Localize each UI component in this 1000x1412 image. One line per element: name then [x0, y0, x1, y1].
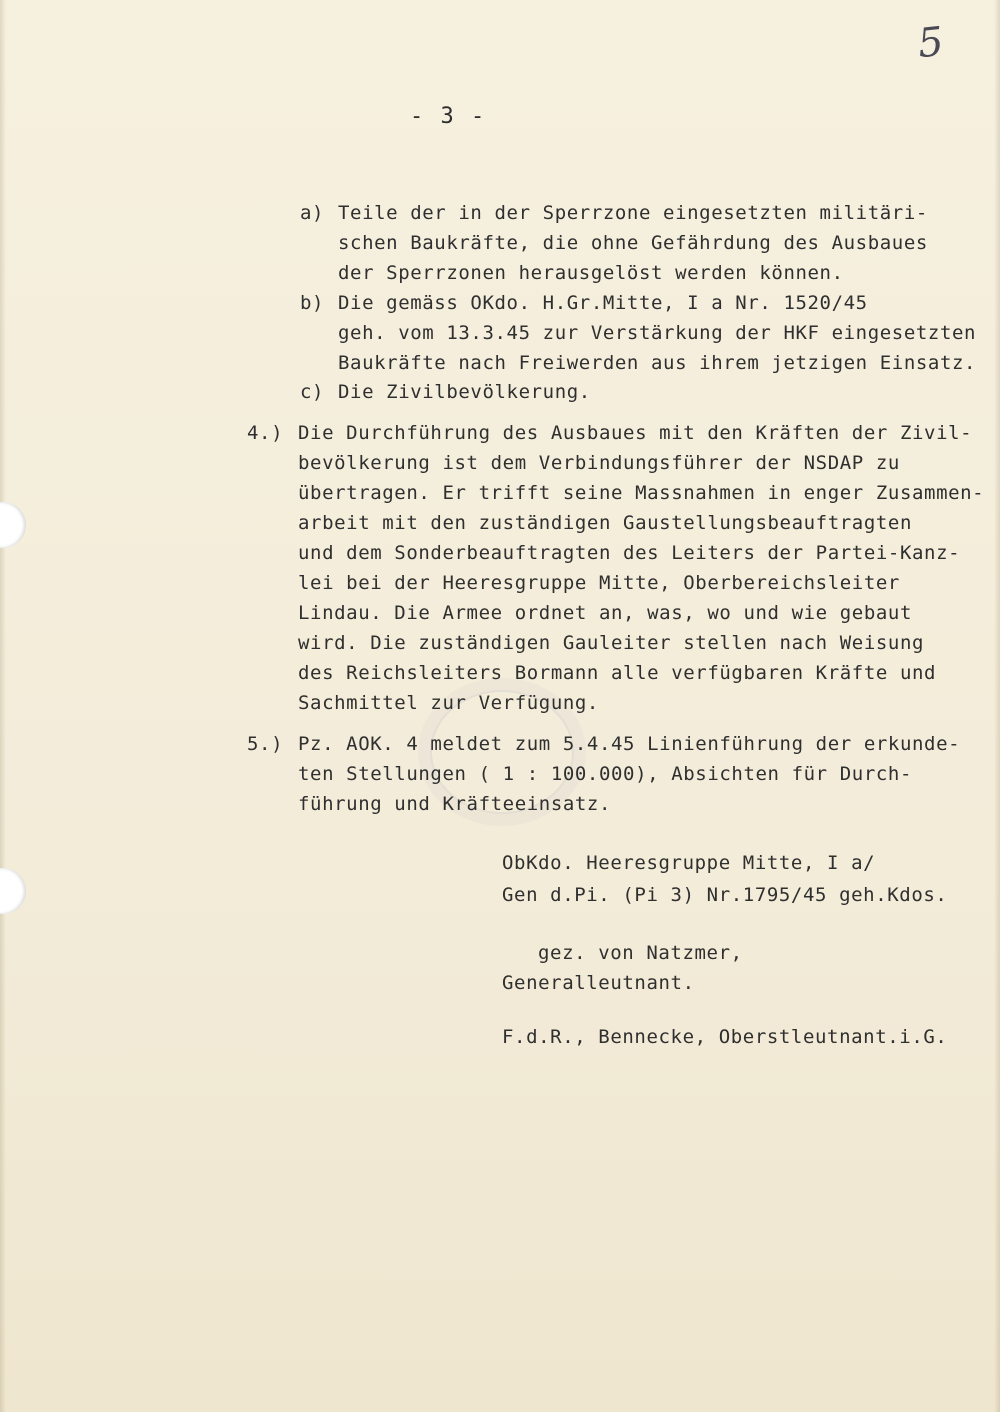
- reference-line-2: Gen d.Pi. (Pi 3) Nr.1795/45 geh.Kdos.: [502, 884, 948, 906]
- item-4-line-5: und dem Sonderbeauftragten des Leiters der Partei-Kanz-: [298, 542, 961, 564]
- item-4-line-8: wird. Die zuständigen Gauleiter stellen nach Weisung: [298, 632, 925, 654]
- reference-line-1: ObKdo. Heeresgruppe Mitte, I a/: [502, 852, 876, 874]
- certification-line: F.d.R., Bennecke, Oberstleutnant.i.G.: [502, 1026, 948, 1048]
- list-marker-b: b): [300, 292, 325, 314]
- subitem-a-line-3: der Sperrzonen herausgelöst werden können.: [338, 262, 844, 284]
- item-4-line-1: Die Durchführung des Ausbaues mit den Kräften der Zivil-: [298, 422, 973, 444]
- item-4-line-10: Sachmittel zur Verfügung.: [298, 692, 599, 714]
- subitem-c-line-1: Die Zivilbevölkerung.: [338, 381, 591, 403]
- list-marker-a: a): [300, 202, 325, 224]
- punch-hole-lower: [0, 868, 26, 914]
- item-5-line-2: ten Stellungen ( 1 : 100.000), Absichten für Durch-: [298, 763, 912, 785]
- page-number: - 3 -: [410, 104, 487, 129]
- item-4-line-6: lei bei der Heeresgruppe Mitte, Oberbereichsleiter: [298, 572, 900, 594]
- subitem-a-line-1: Teile der in der Sperrzone eingesetzten militäri-: [338, 202, 928, 224]
- subitem-b-line-2: geh. vom 13.3.45 zur Verstärkung der HKF eingesetzten: [338, 322, 977, 344]
- subitem-b-line-1: Die gemäss OKdo. H.Gr.Mitte, I a Nr. 1520/45: [338, 292, 868, 314]
- item-4-line-3: übertragen. Er trifft seine Massnahmen in enger Zusammen-: [298, 482, 985, 504]
- page-edge-right: [994, 0, 1000, 1412]
- signature-line-2: Generalleutnant.: [502, 972, 695, 994]
- item-4-line-2: bevölkerung ist dem Verbindungsführer der NSDAP zu: [298, 452, 900, 474]
- list-marker-5: 5.): [247, 733, 284, 755]
- item-5-line-3: führung und Kräfteeinsatz.: [298, 793, 612, 815]
- item-4-line-4: arbeit mit den zuständigen Gaustellungsbeauftragten: [298, 512, 912, 534]
- item-4-line-9: des Reichsleiters Bormann alle verfügbaren Kräfte und: [298, 662, 937, 684]
- folio-number: 5: [915, 18, 946, 68]
- subitem-b-line-3: Baukräfte nach Freiwerden aus ihrem jetzigen Einsatz.: [338, 352, 977, 374]
- page-edge-left: [0, 0, 6, 1412]
- item-5-line-1: Pz. AOK. 4 meldet zum 5.4.45 Linienführung der erkunde-: [298, 733, 961, 755]
- punch-hole-upper: [0, 502, 26, 548]
- subitem-a-line-2: schen Baukräfte, die ohne Gefährdung des Ausbaues: [338, 232, 928, 254]
- list-marker-4: 4.): [247, 422, 284, 444]
- list-marker-c: c): [300, 381, 325, 403]
- signature-line-1: gez. von Natzmer,: [538, 942, 743, 964]
- item-4-line-7: Lindau. Die Armee ordnet an, was, wo und wie gebaut: [298, 602, 912, 624]
